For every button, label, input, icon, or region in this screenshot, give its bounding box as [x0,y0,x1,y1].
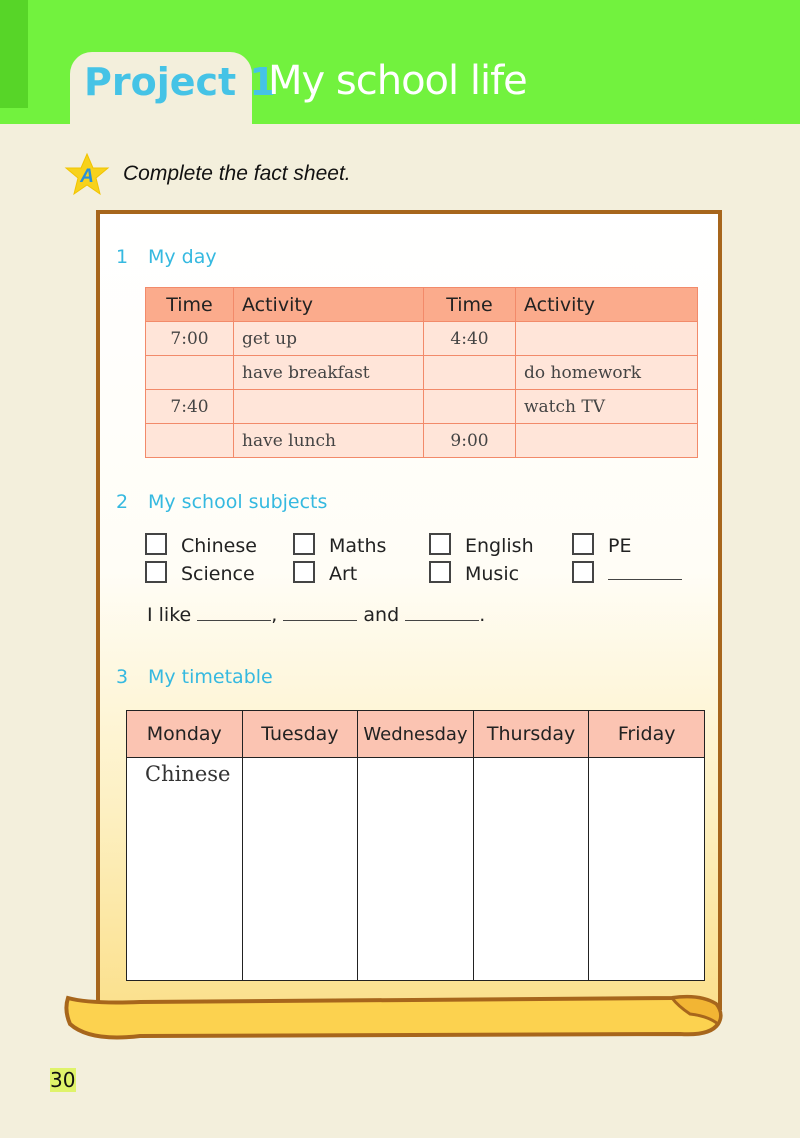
time-cell[interactable] [424,390,516,424]
column-header: Time [146,288,234,322]
star-badge-icon [64,152,110,196]
activity-cell[interactable] [516,424,698,458]
subject-option-art[interactable] [293,561,357,585]
day-header-tuesday: Tuesday [242,711,358,758]
subject-option-music[interactable] [429,561,519,585]
checkbox[interactable] [293,533,315,555]
section-title: My timetable [148,666,273,688]
sentence-end: . [479,604,486,626]
subject-label: PE [608,535,632,557]
time-cell[interactable]: 9:00 [424,424,516,458]
day-header-monday: Monday [127,711,243,758]
column-header: Activity [516,288,698,322]
my-day-table [145,287,698,458]
column-header: Time [424,288,516,322]
subject-label: Maths [329,535,387,557]
time-cell[interactable] [146,356,234,390]
activity-cell[interactable] [234,390,424,424]
sentence-and: and [363,604,400,626]
blank-line[interactable] [283,604,357,621]
timetable-cell-friday[interactable] [589,758,705,981]
table-row [146,390,698,424]
table-row [146,322,698,356]
page-number: 30 [50,1068,76,1092]
time-cell[interactable]: 7:40 [146,390,234,424]
day-header-thursday: Thursday [473,711,589,758]
subject-label: Music [465,563,520,585]
subject-label: Art [329,563,358,585]
day-header-wednesday: Wednesday [358,711,474,758]
checkbox[interactable] [293,561,315,583]
subject-option-english[interactable] [429,533,534,557]
project-label: Project 1 [84,60,276,104]
timetable-cell-wednesday[interactable] [358,758,474,981]
subject-blank-line[interactable] [608,563,682,580]
badge-letter: A [80,166,94,187]
section-number: 1 [116,246,129,268]
subject-option-pe[interactable] [572,533,631,557]
section-1-heading [116,246,217,268]
timetable-body-row [127,758,705,981]
section-title: My day [148,246,217,268]
timetable [126,710,705,981]
subject-option-maths[interactable] [293,533,386,557]
checkbox[interactable] [572,533,594,555]
i-like-sentence [147,604,485,626]
section-3-heading [116,666,273,688]
time-cell[interactable] [424,356,516,390]
subject-label: Science [181,563,255,585]
page-title: My school life [268,58,527,104]
checkbox[interactable] [145,533,167,555]
section-2-heading [116,491,327,513]
time-cell[interactable]: 7:00 [146,322,234,356]
activity-cell[interactable]: watch TV [516,390,698,424]
subject-option-blank[interactable] [572,561,682,585]
subject-option-chinese[interactable] [145,533,257,557]
section-number: 3 [116,666,129,688]
day-header-friday: Friday [589,711,705,758]
header-banner-stripe [0,0,28,116]
timetable-cell-tuesday[interactable] [242,758,358,981]
subject-label: Chinese [181,535,257,557]
sentence-start: I like [147,604,192,626]
activity-cell[interactable]: have lunch [234,424,424,458]
activity-cell[interactable]: do homework [516,356,698,390]
timetable-cell-monday[interactable]: Chinese [127,758,243,981]
subject-label: English [465,535,534,557]
checkbox[interactable] [429,533,451,555]
table-row [146,356,698,390]
activity-cell[interactable]: have breakfast [234,356,424,390]
blank-line[interactable] [405,604,479,621]
checkbox[interactable] [145,561,167,583]
time-cell[interactable] [146,424,234,458]
blank-line[interactable] [197,604,271,621]
section-number: 2 [116,491,129,513]
table-header-row [146,288,698,322]
activity-cell[interactable] [516,322,698,356]
checkbox[interactable] [572,561,594,583]
column-header: Activity [234,288,424,322]
timetable-header-row [127,711,705,758]
subject-option-science[interactable] [145,561,255,585]
time-cell[interactable]: 4:40 [424,322,516,356]
timetable-cell-thursday[interactable] [473,758,589,981]
activity-cell[interactable]: get up [234,322,424,356]
sheet-curl-bottom [60,990,728,1046]
section-title: My school subjects [148,491,328,513]
sentence-comma: , [271,604,278,626]
instruction-text: Complete the fact sheet. [123,162,351,185]
checkbox[interactable] [429,561,451,583]
table-row [146,424,698,458]
